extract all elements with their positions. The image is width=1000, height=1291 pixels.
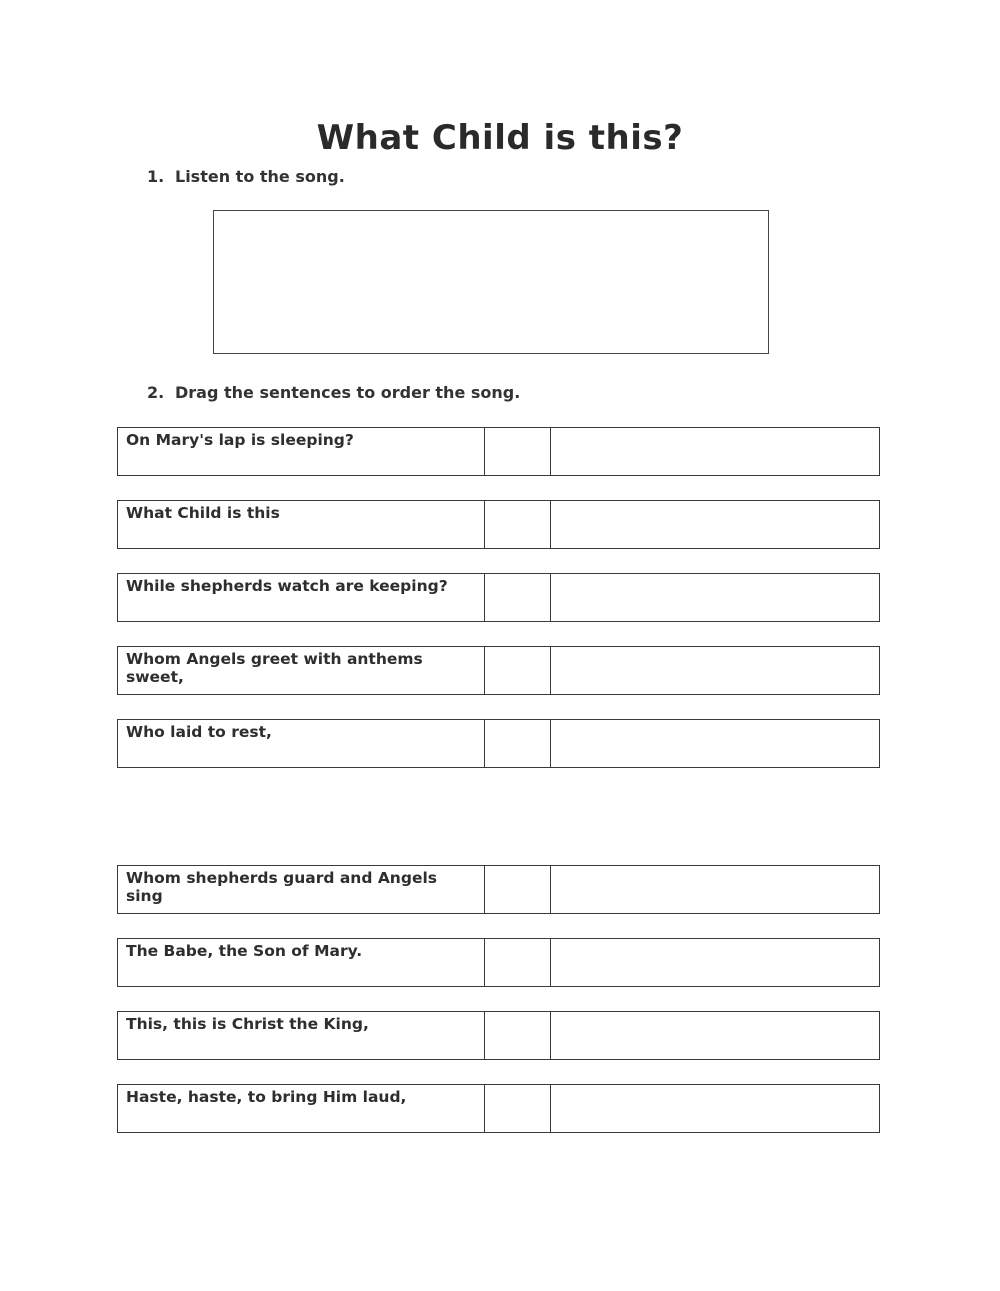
sentence-row: [117, 865, 880, 914]
order-slot[interactable]: [485, 1012, 551, 1059]
sentence-row: [117, 1084, 880, 1133]
order-slot[interactable]: [485, 428, 551, 475]
order-slot[interactable]: [485, 1085, 551, 1132]
sentence-row: [117, 938, 880, 987]
order-slot[interactable]: [485, 574, 551, 621]
sentence-row: [117, 500, 880, 549]
audio-player-box[interactable]: [213, 210, 769, 354]
answer-slot[interactable]: [551, 1012, 879, 1059]
instruction-number: 2.: [147, 383, 165, 402]
sentence-row: [117, 427, 880, 476]
instruction-listen: [147, 167, 345, 186]
answer-slot[interactable]: [551, 866, 879, 913]
order-slot[interactable]: [485, 720, 551, 767]
draggable-sentence[interactable]: Whom Angels greet with anthems sweet,: [118, 647, 485, 694]
draggable-sentence[interactable]: Whom shepherds guard and Angels sing: [118, 866, 485, 913]
draggable-sentence[interactable]: On Mary's lap is sleeping?: [118, 428, 485, 475]
draggable-sentence[interactable]: Haste, haste, to bring Him laud,: [118, 1085, 485, 1132]
instruction-text: Listen to the song.: [175, 167, 345, 186]
draggable-sentence[interactable]: This, this is Christ the King,: [118, 1012, 485, 1059]
draggable-sentence[interactable]: What Child is this: [118, 501, 485, 548]
sentence-row: [117, 1011, 880, 1060]
answer-slot[interactable]: [551, 501, 879, 548]
instruction-text: Drag the sentences to order the song.: [175, 383, 521, 402]
sentence-row: [117, 573, 880, 622]
answer-slot[interactable]: [551, 1085, 879, 1132]
answer-slot[interactable]: [551, 939, 879, 986]
order-slot[interactable]: [485, 647, 551, 694]
answer-slot[interactable]: [551, 574, 879, 621]
answer-slot[interactable]: [551, 720, 879, 767]
sentence-row: [117, 719, 880, 768]
sentence-row: [117, 646, 880, 695]
draggable-sentence[interactable]: Who laid to rest,: [118, 720, 485, 767]
answer-slot[interactable]: [551, 428, 879, 475]
instruction-number: 1.: [147, 167, 165, 186]
draggable-sentence[interactable]: The Babe, the Son of Mary.: [118, 939, 485, 986]
order-slot[interactable]: [485, 866, 551, 913]
answer-slot[interactable]: [551, 647, 879, 694]
instruction-drag: [147, 383, 520, 402]
draggable-sentence[interactable]: While shepherds watch are keeping?: [118, 574, 485, 621]
page-title: What Child is this?: [316, 118, 684, 158]
order-slot[interactable]: [485, 501, 551, 548]
order-slot[interactable]: [485, 939, 551, 986]
